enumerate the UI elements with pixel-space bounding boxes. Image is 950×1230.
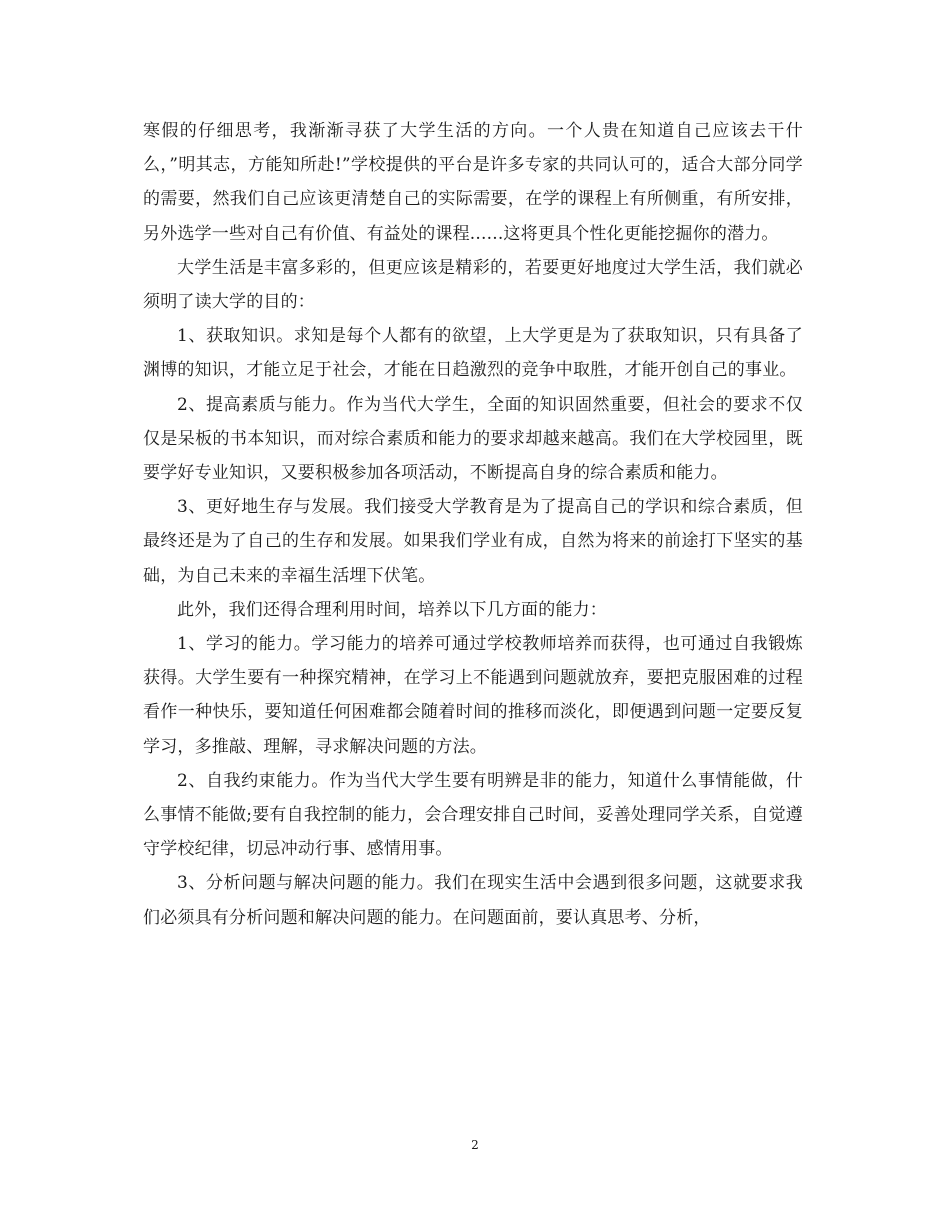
page-number: 2 [471, 1138, 479, 1152]
paragraph-purpose-2: 2、提高素质与能力。作为当代大学生，全面的知识固然重要，但社会的要求不仅仅是呆板的书本知识，而对综合素质和能力的要求却越来越高。我们在大学校园里，既要学好专业知识，又要积极参加各项活动，不断提高自身的综合素质和能力。 [143, 394, 803, 484]
paragraph-purpose-3: 3、更好地生存与发展。我们接受大学教育是为了提高自己的学识和综合素质，但最终还是为了自己的生存和发展。如果我们学业有成，自然为将来的前途打下坚实的基础，为自己未来的幸福生活埋下伏笔。 [143, 497, 803, 586]
paragraph-ability-1: 1、学习的能力。学习能力的培养可通过学校教师培养而获得，也可通过自我锻炼获得。大学生要有一种探究精神，在学习上不能遇到问题就放弃，要把克服困难的过程看作一种快乐，要知道任何困难都会随着时间的推移而淡化，即便遇到问题一定要反复学习，多推敲、理解，寻求解决问题的方法。 [143, 634, 803, 757]
document-body [143, 114, 803, 935]
paragraph-purpose-1: 1、获取知识。求知是每个人都有的欲望，上大学更是为了获取知识，只有具备了渊博的知识，才能立足于社会，才能在日趋激烈的竞争中取胜，才能开创自己的事业。 [143, 326, 803, 381]
paragraph-ability-3: 3、分析问题与解决问题的能力。我们在现实生活中会遇到很多问题，这就要求我们必须具有分析问题和解决问题的能力。在问题面前，要认真思考、分析， [143, 873, 803, 928]
paragraph-intro-abilities: 此外，我们还得合理利用时间，培养以下几方面的能力： [177, 599, 607, 620]
paragraph-intro-purpose: 大学生活是丰富多彩的，但更应该是精彩的，若要更好地度过大学生活，我们就必须明了读大学的目的： [143, 257, 803, 313]
paragraph-continued: 寒假的仔细思考，我渐渐寻获了大学生活的方向。一个人贵在知道自己应该去干什么，”明其志，方能知所赴!”学校提供的平台是许多专家的共同认可的，适合大部分同学的需要，然我们自己应该更清楚自己的实际需要，在学的课程上有所侧重，有所安排，另外选学一些对自己有价值、有益处的课程......这将更具个性化更能挖掘你的潜力。 [143, 121, 803, 244]
paragraph-ability-2: 2、自我约束能力。作为当代大学生要有明辨是非的能力，知道什么事情能做，什么事情不能做;要有自我控制的能力，会合理安排自己时间，妥善处理同学关系，自觉遵守学校纪律，切忌冲动行事、感情用事。 [143, 770, 803, 860]
